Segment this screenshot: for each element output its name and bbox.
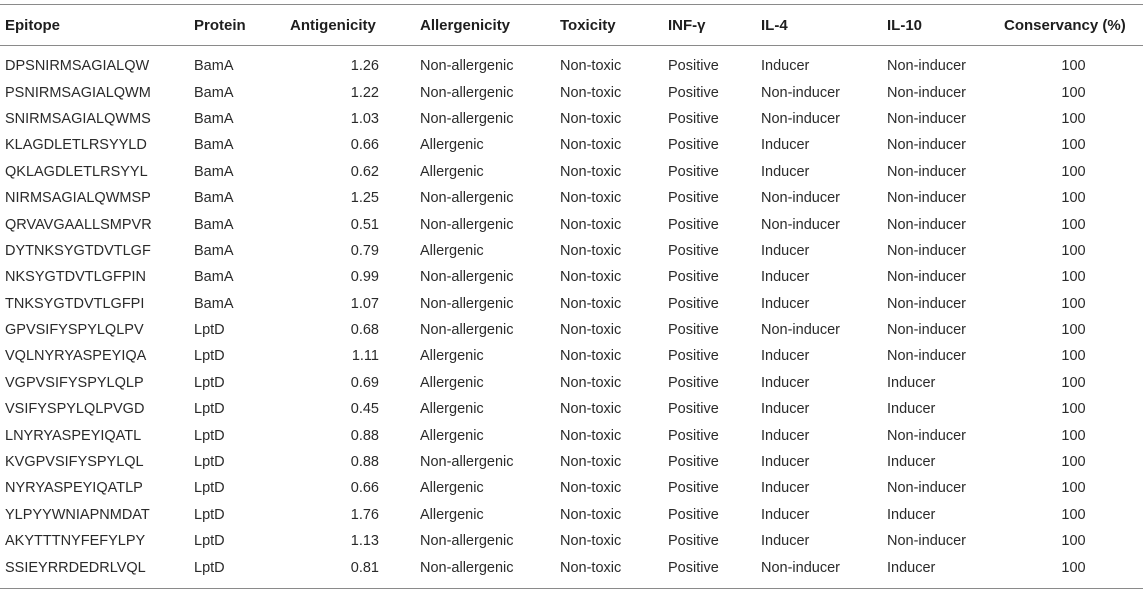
cell-epitope: NYRYASPEYIQATLP bbox=[5, 480, 143, 497]
cell-allergenicity: Non-allergenic bbox=[420, 269, 514, 286]
cell-epitope: GPVSIFYSPYLQLPV bbox=[5, 322, 144, 339]
cell-antigenicity: 0.88 bbox=[350, 427, 379, 444]
cell-toxicity: Non-toxic bbox=[560, 269, 622, 286]
cell-epitope: TNKSYGTDVTLGFPI bbox=[5, 295, 145, 312]
cell-epitope: KLAGDLETLRSYYLD bbox=[5, 137, 147, 154]
cell-toxicity: Non-toxic bbox=[560, 163, 622, 180]
cell-allergenicity: Allergenic bbox=[420, 163, 484, 180]
cell-protein: BamA bbox=[194, 110, 234, 127]
cell-inf-gamma: Positive bbox=[668, 137, 719, 154]
cell-il-10: Non-inducer bbox=[887, 269, 966, 286]
cell-conservancy: 100 bbox=[1061, 454, 1086, 471]
cell-conservancy: 100 bbox=[1061, 506, 1086, 523]
cell-conservancy: 100 bbox=[1061, 216, 1086, 233]
cell-allergenicity: Allergenic bbox=[420, 348, 484, 365]
cell-conservancy: 100 bbox=[1061, 427, 1086, 444]
cell-antigenicity: 0.66 bbox=[350, 480, 379, 497]
cell-toxicity: Non-toxic bbox=[560, 506, 622, 523]
table-row bbox=[0, 211, 1143, 237]
cell-allergenicity: Non-allergenic bbox=[420, 110, 514, 127]
table-body bbox=[0, 45, 1143, 581]
cell-toxicity: Non-toxic bbox=[560, 322, 622, 339]
table-row bbox=[0, 554, 1143, 580]
table-row bbox=[0, 370, 1143, 396]
cell-protein: BamA bbox=[194, 216, 234, 233]
cell-antigenicity: 0.62 bbox=[350, 163, 379, 180]
cell-allergenicity: Allergenic bbox=[420, 427, 484, 444]
cell-toxicity: Non-toxic bbox=[560, 348, 622, 365]
cell-il-10: Inducer bbox=[887, 401, 936, 418]
cell-epitope: NIRMSAGIALQWMSP bbox=[5, 190, 151, 207]
cell-toxicity: Non-toxic bbox=[560, 58, 622, 75]
cell-epitope: YLPYYWNIAPNMDAT bbox=[5, 506, 150, 523]
cell-il-4: Inducer bbox=[761, 163, 810, 180]
cell-protein: LptD bbox=[194, 322, 225, 339]
cell-allergenicity: Non-allergenic bbox=[420, 322, 514, 339]
cell-il-4: Inducer bbox=[761, 137, 810, 154]
cell-epitope: QKLAGDLETLRSYYL bbox=[5, 163, 148, 180]
table-row bbox=[0, 475, 1143, 501]
cell-epitope: SNIRMSAGIALQWMS bbox=[5, 110, 151, 127]
cell-il-10: Inducer bbox=[887, 374, 936, 391]
cell-il-4: Inducer bbox=[761, 295, 810, 312]
header-epitope: Epitope bbox=[5, 16, 60, 34]
cell-protein: LptD bbox=[194, 454, 225, 471]
cell-epitope: AKYTTTNYFEFYLPY bbox=[5, 533, 146, 550]
cell-protein: BamA bbox=[194, 137, 234, 154]
header-il-10: IL-10 bbox=[887, 16, 923, 34]
cell-antigenicity: 1.11 bbox=[351, 348, 379, 365]
cell-inf-gamma: Positive bbox=[668, 84, 719, 101]
cell-allergenicity: Allergenic bbox=[420, 374, 484, 391]
cell-conservancy: 100 bbox=[1061, 322, 1086, 339]
cell-inf-gamma: Positive bbox=[668, 559, 719, 576]
cell-il-4: Inducer bbox=[761, 58, 810, 75]
table-header-row bbox=[0, 5, 1143, 45]
cell-allergenicity: Non-allergenic bbox=[420, 454, 514, 471]
cell-inf-gamma: Positive bbox=[668, 242, 719, 259]
cell-protein: LptD bbox=[194, 401, 225, 418]
cell-allergenicity: Allergenic bbox=[420, 480, 484, 497]
cell-antigenicity: 1.22 bbox=[350, 84, 379, 101]
header-inf-gamma: INF-γ bbox=[668, 16, 706, 34]
header-antigenicity: Antigenicity bbox=[290, 16, 376, 34]
cell-il-4: Inducer bbox=[761, 506, 810, 523]
header-protein: Protein bbox=[194, 16, 246, 34]
table-row bbox=[0, 502, 1143, 528]
cell-toxicity: Non-toxic bbox=[560, 559, 622, 576]
cell-allergenicity: Non-allergenic bbox=[420, 295, 514, 312]
table-row bbox=[0, 528, 1143, 554]
cell-epitope: VSIFYSPYLQLPVGD bbox=[5, 401, 145, 418]
cell-il-4: Non-inducer bbox=[761, 110, 840, 127]
cell-toxicity: Non-toxic bbox=[560, 110, 622, 127]
cell-inf-gamma: Positive bbox=[668, 216, 719, 233]
cell-antigenicity: 1.03 bbox=[350, 110, 379, 127]
cell-epitope: DYTNKSYGTDVTLGF bbox=[5, 242, 151, 259]
cell-il-4: Non-inducer bbox=[761, 322, 840, 339]
cell-protein: LptD bbox=[194, 559, 225, 576]
cell-il-4: Inducer bbox=[761, 533, 810, 550]
cell-il-10: Non-inducer bbox=[887, 163, 966, 180]
cell-il-4: Inducer bbox=[761, 242, 810, 259]
cell-inf-gamma: Positive bbox=[668, 401, 719, 418]
cell-allergenicity: Non-allergenic bbox=[420, 84, 514, 101]
cell-epitope: PSNIRMSAGIALQWM bbox=[5, 84, 151, 101]
cell-toxicity: Non-toxic bbox=[560, 454, 622, 471]
cell-toxicity: Non-toxic bbox=[560, 137, 622, 154]
cell-toxicity: Non-toxic bbox=[560, 295, 622, 312]
cell-antigenicity: 0.66 bbox=[350, 137, 379, 154]
cell-conservancy: 100 bbox=[1061, 58, 1086, 75]
cell-il-10: Non-inducer bbox=[887, 216, 966, 233]
table-row bbox=[0, 343, 1143, 369]
cell-il-10: Non-inducer bbox=[887, 322, 966, 339]
cell-il-4: Inducer bbox=[761, 480, 810, 497]
cell-epitope: SSIEYRRDEDRLVQL bbox=[5, 559, 146, 576]
cell-allergenicity: Non-allergenic bbox=[420, 190, 514, 207]
header-allergenicity: Allergenicity bbox=[420, 16, 511, 34]
cell-il-10: Non-inducer bbox=[887, 242, 966, 259]
table-row bbox=[0, 264, 1143, 290]
cell-il-10: Non-inducer bbox=[887, 137, 966, 154]
cell-allergenicity: Non-allergenic bbox=[420, 559, 514, 576]
cell-epitope: LNYRYASPEYIQATL bbox=[5, 427, 142, 444]
cell-il-10: Non-inducer bbox=[887, 84, 966, 101]
epitope-table bbox=[0, 5, 1143, 581]
cell-il-10: Inducer bbox=[887, 559, 936, 576]
table-row bbox=[0, 449, 1143, 475]
cell-antigenicity: 1.07 bbox=[350, 295, 379, 312]
cell-toxicity: Non-toxic bbox=[560, 533, 622, 550]
cell-inf-gamma: Positive bbox=[668, 454, 719, 471]
cell-antigenicity: 0.79 bbox=[350, 242, 379, 259]
table-row bbox=[0, 317, 1143, 343]
table-row bbox=[0, 132, 1143, 158]
cell-il-10: Non-inducer bbox=[887, 58, 966, 75]
cell-conservancy: 100 bbox=[1061, 110, 1086, 127]
cell-antigenicity: 1.76 bbox=[350, 506, 379, 523]
cell-il-4: Non-inducer bbox=[761, 216, 840, 233]
cell-conservancy: 100 bbox=[1061, 137, 1086, 154]
cell-protein: BamA bbox=[194, 269, 234, 286]
header-il-4: IL-4 bbox=[761, 16, 788, 34]
cell-conservancy: 100 bbox=[1061, 480, 1086, 497]
cell-allergenicity: Non-allergenic bbox=[420, 58, 514, 75]
cell-il-10: Non-inducer bbox=[887, 480, 966, 497]
cell-inf-gamma: Positive bbox=[668, 506, 719, 523]
cell-epitope: VGPVSIFYSPYLQLP bbox=[5, 374, 144, 391]
table-row bbox=[0, 45, 1143, 79]
table-row bbox=[0, 422, 1143, 448]
cell-conservancy: 100 bbox=[1061, 559, 1086, 576]
cell-protein: LptD bbox=[194, 348, 225, 365]
cell-allergenicity: Allergenic bbox=[420, 506, 484, 523]
cell-protein: LptD bbox=[194, 427, 225, 444]
cell-protein: BamA bbox=[194, 84, 234, 101]
cell-allergenicity: Allergenic bbox=[420, 401, 484, 418]
cell-inf-gamma: Positive bbox=[668, 110, 719, 127]
cell-conservancy: 100 bbox=[1061, 348, 1086, 365]
cell-antigenicity: 0.81 bbox=[350, 559, 379, 576]
cell-il-10: Non-inducer bbox=[887, 427, 966, 444]
cell-allergenicity: Non-allergenic bbox=[420, 216, 514, 233]
header-conservancy: Conservancy (%) bbox=[1004, 16, 1126, 34]
cell-toxicity: Non-toxic bbox=[560, 427, 622, 444]
cell-conservancy: 100 bbox=[1061, 401, 1086, 418]
table-bottom-rule bbox=[0, 588, 1143, 589]
cell-il-10: Non-inducer bbox=[887, 190, 966, 207]
table-row bbox=[0, 238, 1143, 264]
cell-protein: LptD bbox=[194, 480, 225, 497]
cell-protein: BamA bbox=[194, 242, 234, 259]
table-row bbox=[0, 106, 1143, 132]
table-row bbox=[0, 185, 1143, 211]
table-row bbox=[0, 291, 1143, 317]
cell-toxicity: Non-toxic bbox=[560, 242, 622, 259]
cell-conservancy: 100 bbox=[1061, 84, 1086, 101]
cell-antigenicity: 0.51 bbox=[350, 216, 379, 233]
cell-antigenicity: 1.13 bbox=[350, 533, 379, 550]
cell-protein: LptD bbox=[194, 533, 225, 550]
cell-il-4: Inducer bbox=[761, 348, 810, 365]
cell-il-4: Inducer bbox=[761, 374, 810, 391]
cell-il-4: Inducer bbox=[761, 401, 810, 418]
cell-il-10: Non-inducer bbox=[887, 295, 966, 312]
cell-il-4: Non-inducer bbox=[761, 559, 840, 576]
cell-inf-gamma: Positive bbox=[668, 374, 719, 391]
cell-il-4: Inducer bbox=[761, 427, 810, 444]
cell-epitope: QRVAVGAALLSMPVR bbox=[5, 216, 152, 233]
cell-inf-gamma: Positive bbox=[668, 348, 719, 365]
cell-inf-gamma: Positive bbox=[668, 58, 719, 75]
cell-allergenicity: Allergenic bbox=[420, 242, 484, 259]
cell-il-10: Inducer bbox=[887, 454, 936, 471]
cell-antigenicity: 0.68 bbox=[350, 322, 379, 339]
cell-inf-gamma: Positive bbox=[668, 190, 719, 207]
cell-conservancy: 100 bbox=[1061, 533, 1086, 550]
cell-antigenicity: 0.88 bbox=[350, 454, 379, 471]
cell-inf-gamma: Positive bbox=[668, 427, 719, 444]
cell-protein: BamA bbox=[194, 295, 234, 312]
cell-il-10: Non-inducer bbox=[887, 348, 966, 365]
cell-antigenicity: 1.25 bbox=[350, 190, 379, 207]
cell-conservancy: 100 bbox=[1061, 163, 1086, 180]
cell-conservancy: 100 bbox=[1061, 242, 1086, 259]
cell-conservancy: 100 bbox=[1061, 190, 1086, 207]
cell-il-4: Inducer bbox=[761, 269, 810, 286]
cell-inf-gamma: Positive bbox=[668, 533, 719, 550]
cell-inf-gamma: Positive bbox=[668, 295, 719, 312]
cell-protein: LptD bbox=[194, 374, 225, 391]
cell-il-4: Non-inducer bbox=[761, 84, 840, 101]
cell-toxicity: Non-toxic bbox=[560, 216, 622, 233]
cell-epitope: DPSNIRMSAGIALQW bbox=[5, 58, 150, 75]
cell-conservancy: 100 bbox=[1061, 374, 1086, 391]
cell-il-4: Inducer bbox=[761, 454, 810, 471]
table-row bbox=[0, 396, 1143, 422]
cell-toxicity: Non-toxic bbox=[560, 190, 622, 207]
cell-il-10: Non-inducer bbox=[887, 110, 966, 127]
table-row bbox=[0, 79, 1143, 105]
cell-epitope: NKSYGTDVTLGFPIN bbox=[5, 269, 146, 286]
cell-toxicity: Non-toxic bbox=[560, 480, 622, 497]
cell-inf-gamma: Positive bbox=[668, 480, 719, 497]
cell-inf-gamma: Positive bbox=[668, 269, 719, 286]
cell-inf-gamma: Positive bbox=[668, 163, 719, 180]
cell-il-4: Non-inducer bbox=[761, 190, 840, 207]
header-toxicity: Toxicity bbox=[560, 16, 616, 34]
cell-toxicity: Non-toxic bbox=[560, 84, 622, 101]
cell-toxicity: Non-toxic bbox=[560, 374, 622, 391]
cell-conservancy: 100 bbox=[1061, 269, 1086, 286]
cell-protein: LptD bbox=[194, 506, 225, 523]
cell-antigenicity: 0.99 bbox=[350, 269, 379, 286]
cell-inf-gamma: Positive bbox=[668, 322, 719, 339]
cell-allergenicity: Non-allergenic bbox=[420, 533, 514, 550]
cell-protein: BamA bbox=[194, 58, 234, 75]
cell-il-10: Non-inducer bbox=[887, 533, 966, 550]
cell-epitope: KVGPVSIFYSPYLQL bbox=[5, 454, 144, 471]
cell-antigenicity: 0.69 bbox=[350, 374, 379, 391]
cell-protein: BamA bbox=[194, 163, 234, 180]
cell-antigenicity: 0.45 bbox=[350, 401, 379, 418]
cell-protein: BamA bbox=[194, 190, 234, 207]
cell-allergenicity: Allergenic bbox=[420, 137, 484, 154]
table-row bbox=[0, 159, 1143, 185]
cell-toxicity: Non-toxic bbox=[560, 401, 622, 418]
cell-epitope: VQLNYRYASPEYIQA bbox=[5, 348, 147, 365]
cell-antigenicity: 1.26 bbox=[350, 58, 379, 75]
cell-il-10: Inducer bbox=[887, 506, 936, 523]
cell-conservancy: 100 bbox=[1061, 295, 1086, 312]
